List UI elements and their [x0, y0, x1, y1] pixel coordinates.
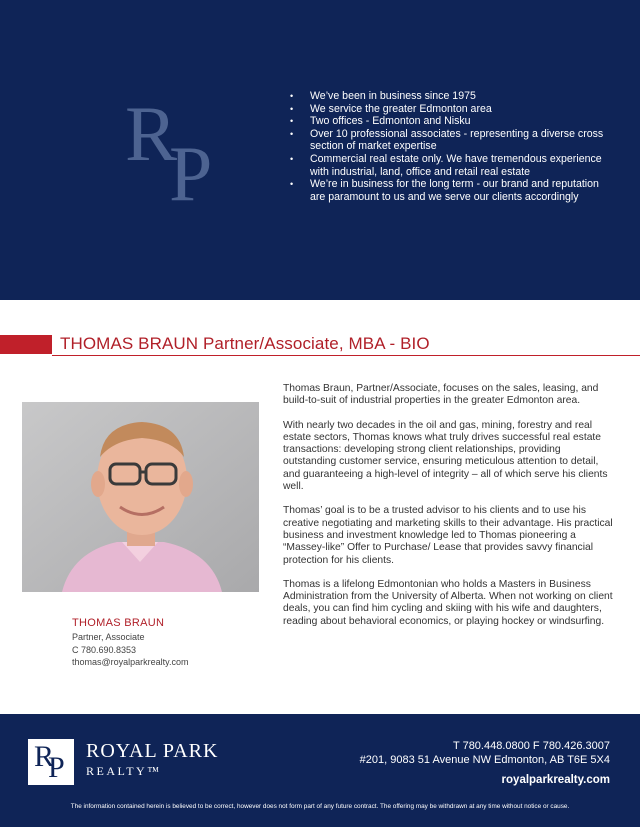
- brand-subname: REALTY™: [86, 764, 162, 778]
- contact-role: Partner, Associate: [72, 632, 145, 642]
- website-link[interactable]: royalparkrealty.com: [501, 774, 610, 786]
- title-divider: [52, 355, 640, 356]
- logo-letter-r: R: [125, 90, 178, 177]
- contact-name: THOMAS BRAUN: [72, 617, 165, 629]
- rp-watermark-logo: [125, 90, 235, 217]
- logo-letter-r: R: [34, 740, 55, 773]
- fact-item: • Over 10 professional associates - representing a diverse cross section of market expertise: [290, 128, 610, 153]
- bio-text: [283, 383, 613, 640]
- royal-park-logo-icon: [28, 739, 74, 785]
- logo-letter-p: P: [169, 130, 213, 217]
- bio-paragraph: Thomas Braun, Partner/Associate, focuses on the sales, leasing, and build-to-suit of industrial properties in the greater Edmonton area.: [283, 383, 599, 407]
- contact-card: [72, 616, 189, 669]
- contact-email[interactable]: thomas@royalparkrealty.com: [72, 657, 189, 667]
- portrait-illustration: [22, 402, 259, 592]
- legal-disclaimer: The information contained herein is believed to be correct, however does not form part of any future contract. The offering may be withdrawn at any time without notice or cause.: [70, 803, 570, 810]
- office-address: #201, 9083 51 Avenue NW Edmonton, AB T6E 5X4: [359, 754, 610, 766]
- contact-phone[interactable]: C 780.690.8353: [72, 644, 137, 655]
- company-facts-list: [290, 90, 610, 203]
- fact-item: • We’re in business for the long term - our brand and reputation are paramount to us and we serve our clients accordingly: [290, 178, 610, 203]
- bio-paragraph: Thomas is a lifelong Edmontonian who holds a Masters in Business Administration from the University of Alberta. When not working on client deals, you can find him cycling and skiing with his wife and daughters, reading about behavioral economics, or playing hockey or windsurfing.: [283, 578, 613, 627]
- bio-paragraph: Thomas’ goal is to be a trusted advisor to his clients and to use his creative negotiating and marketing skills to their advantage. His practical business and investment knowledge led to Thomas pioneering a “Massey-like” Offer to Purchase/ Lease that provides savvy financial protection for his clients.: [283, 505, 613, 566]
- footer-banner: [0, 714, 640, 827]
- logo-letter-p: P: [48, 751, 65, 784]
- top-banner: [0, 0, 640, 300]
- portrait-photo: [22, 402, 259, 592]
- fact-item: • We service the greater Edmonton area: [290, 103, 610, 116]
- fact-item: • Commercial real estate only. We have tremendous experience with industrial, land, office and retail real estate: [290, 153, 610, 178]
- title-accent-bar: [0, 335, 52, 354]
- brand-name: ROYAL PARK: [86, 740, 219, 762]
- fact-item: • We’ve been in business since 1975: [290, 90, 610, 103]
- office-phones[interactable]: T 780.448.0800 F 780.426.3007: [453, 740, 610, 752]
- office-contact: [360, 739, 610, 787]
- fact-item: • Two offices - Edmonton and Nisku: [290, 115, 610, 128]
- bio-title: THOMAS BRAUN Partner/Associate, MBA - BIO: [60, 334, 430, 353]
- bio-paragraph: With nearly two decades in the oil and gas, mining, forestry and real estate sectors, Thomas knows what truly drives successful real estate transactions: developing strong client relationships, providing outstanding customer service, ensuring meticulous attention to detail, and guaranteeing a high-level of integrity – all of which serve his clients well.: [283, 419, 608, 493]
